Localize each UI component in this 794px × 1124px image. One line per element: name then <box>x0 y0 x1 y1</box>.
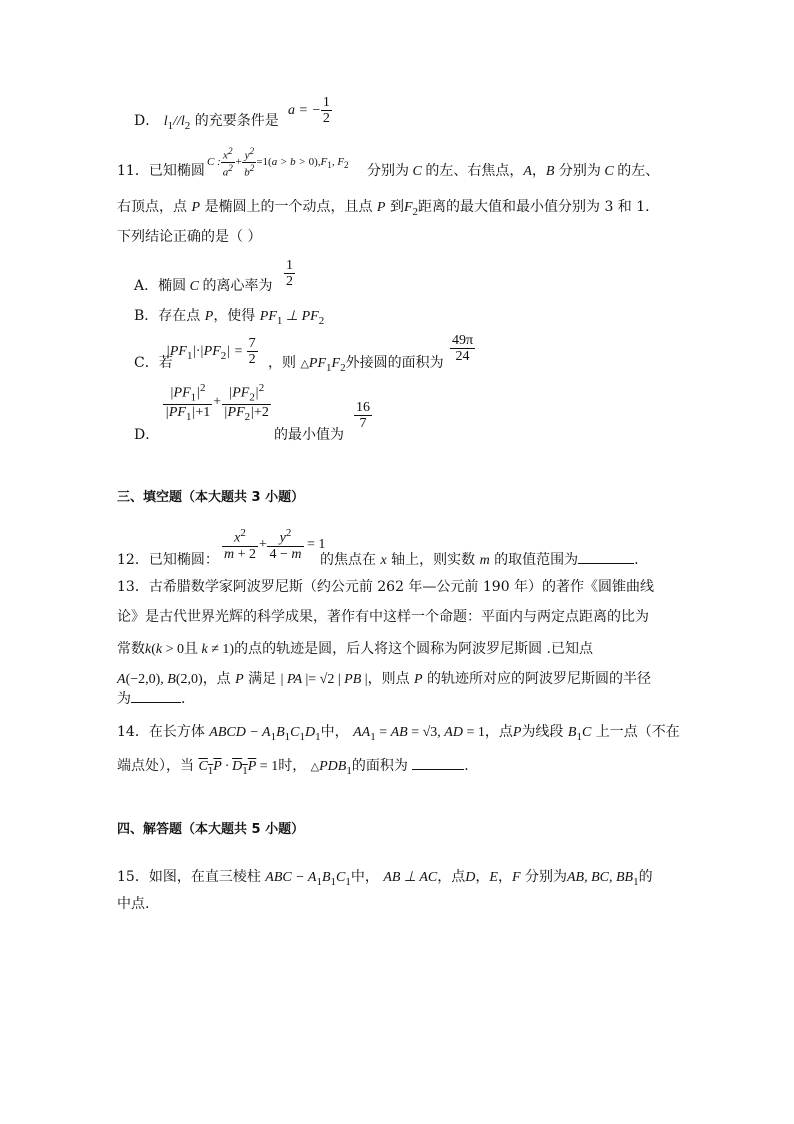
math-49pi-over-24: $\frac{49\pi}{24}$ <box>452 333 474 365</box>
option-text: 的最小值为 <box>274 427 344 443</box>
math-m: m <box>479 553 490 568</box>
text: 的面积为 <box>351 758 408 774</box>
math-one-half: $\frac{1}{2}$ <box>286 258 293 290</box>
math-c: C <box>409 164 426 179</box>
q11-line1 <box>117 160 205 180</box>
text: 端点处），当 <box>117 758 194 774</box>
section-title: 三、填空题（本大题共 3 小题） <box>117 490 305 505</box>
text: 下列结论正确的是（ ） <box>117 229 262 245</box>
math-x: x <box>380 553 387 568</box>
text: . <box>464 758 469 774</box>
math-c2: C <box>600 164 618 179</box>
text: 到 <box>389 199 404 215</box>
math-f: F <box>511 870 521 885</box>
text: 分别为 <box>558 163 601 179</box>
option-text: 外接圆的面积为 <box>345 355 444 371</box>
math-ab-perp-ac: AB ⊥ AC <box>383 870 438 885</box>
text: 中点. <box>117 896 150 912</box>
math-triangle-pdb1: $\triangle PDB_1$ <box>310 759 352 777</box>
q11-line1-rest: 分别为 C 的左、右焦点，A，B 分别为 C 的左、 <box>367 163 660 179</box>
answer-blank[interactable] <box>578 562 634 564</box>
text: 的焦点在 <box>320 552 376 568</box>
option-label: D． <box>134 113 160 129</box>
math-p2: P <box>376 200 386 215</box>
question-number: 14．在长方体 <box>117 724 205 740</box>
math-k-not-one: k ≠ 1) <box>198 642 235 657</box>
text: 右顶点，点 <box>117 199 187 215</box>
text: 的左、 <box>617 163 660 179</box>
math-fraction-sum: $\frac{|PF_1|^2}{|PF_1|+1}$ + $\frac{|PF_2|^2}{|PF_2|+2}$ <box>165 382 269 423</box>
answer-blank[interactable] <box>412 768 464 770</box>
text: 上一点（不在 <box>595 724 680 740</box>
math-b: B <box>545 164 555 179</box>
section-title: 四、解答题（本大题共 5 小题） <box>117 822 305 837</box>
text: 论》是古代世界光辉的科学成果，著作有中这样一个命题：平面内与两定点距离的比为 <box>117 609 649 625</box>
q15-line1 <box>117 866 653 888</box>
math-p: P <box>191 200 201 215</box>
q15-line2 <box>117 893 149 913</box>
math-pf1-perp-pf2: $PF_1$ ⊥ $PF_2$ <box>259 309 325 327</box>
math-ellipse-equation: C : $\frac{x^2}{a^2}$ + $\frac{y^2}{b^2}$ $=1(a > b > 0),F_1$, $F_2$ <box>207 146 349 179</box>
text: 距离的最大值和最小值分别为 3 和 1. <box>418 199 650 215</box>
text: 的左、右焦点， <box>425 163 524 179</box>
text: ，则点 <box>367 671 410 687</box>
text: 分别为 <box>367 163 409 179</box>
math-k-positive: k(k > 0 <box>145 642 185 657</box>
q11-option-b <box>134 305 324 327</box>
option-label: D． <box>134 427 160 443</box>
math-a-b: A <box>523 164 532 179</box>
q13-line1 <box>117 576 654 596</box>
q11-option-a <box>134 275 272 295</box>
q13-line4 <box>117 668 651 688</box>
math-cuboid: ABCD − $A_1B_1C_1D_1$ <box>209 725 321 743</box>
math-a-equals-neg-half: a = − $\frac{1}{2}$ <box>288 95 330 127</box>
option-text: ，则 <box>268 355 296 371</box>
q11-option-d <box>134 424 159 444</box>
answer-blank[interactable] <box>131 701 181 703</box>
math-midpoint-segments: AB, BC, $BB_1$ <box>566 870 639 888</box>
text: 13．古希腊数学家阿波罗尼斯（约公元前 262 年—公元前 190 年）的著作《圆锥曲线 <box>117 579 655 595</box>
q11-option-c-rest <box>268 352 444 374</box>
math-16-over-7: $\frac{16}{7}$ <box>356 400 370 432</box>
option-label: A．椭圆 <box>134 278 187 294</box>
option-text: 的离心率为 <box>202 278 273 294</box>
option-text: 的充要条件是 <box>194 113 279 129</box>
math-lengths: $AA_1$ = AB = √3, AD = 1 <box>353 725 485 743</box>
text: . <box>634 552 639 568</box>
text: ， <box>497 869 512 885</box>
text: 是椭圆上的一个动点，且点 <box>204 199 373 215</box>
text: 的点的轨迹是圆，后人将这个圆称为阿波罗尼斯圆 .已知点 <box>234 641 593 657</box>
text: ，点 <box>484 724 513 740</box>
question-number: 11．已知椭圆 <box>117 163 205 179</box>
q11-line2 <box>117 196 650 218</box>
math-f2: $F_2$ <box>403 200 418 218</box>
question-number: 12．已知椭圆： <box>117 552 219 568</box>
section-4-heading <box>117 818 304 837</box>
text: 中， <box>350 869 379 885</box>
q11-option-d-rest <box>274 424 344 444</box>
math-b1c: $B_1C$ <box>567 725 592 743</box>
math-e: E <box>489 870 498 885</box>
text: ， <box>475 869 490 885</box>
math-pa-sqrt2-pb: | PA |= √2 | PB | <box>280 672 368 687</box>
text: 且 <box>184 641 199 657</box>
text: 的取值范围为 <box>494 552 579 568</box>
option-text: ，使得 <box>213 308 256 324</box>
math-dot-product: $C_1P \cdot D_1P = 1$ <box>198 759 279 777</box>
math-c: C <box>186 279 203 294</box>
text: 时， <box>278 758 307 774</box>
math-d: D <box>465 870 476 885</box>
math-p: P <box>235 672 244 687</box>
math-p: P <box>204 309 214 324</box>
text: 的轨迹所对应的阿波罗尼斯圆的半径 <box>427 671 652 687</box>
math-q12-ellipse: $\frac{x^2}{m + 2}$ + $\frac{y^2}{4 - m}$ = 1 <box>224 527 326 563</box>
text: ，点 <box>437 869 466 885</box>
section-3-heading <box>117 486 304 505</box>
text: 轴上，则实数 <box>391 552 476 568</box>
q12-line-rest <box>320 549 639 569</box>
option-label: C．若 <box>134 355 173 371</box>
question-number: 15．如图，在直三棱柱 <box>117 869 261 885</box>
text: 中， <box>320 724 349 740</box>
text: 满足 <box>248 671 277 687</box>
text: 的 <box>638 869 653 885</box>
q13-line3 <box>117 638 593 658</box>
text: ，点 <box>202 671 231 687</box>
math-product-pf: $|PF_1|\cdot|PF_2|$ = $\frac{7}{2}$ <box>166 336 256 368</box>
math-p: P <box>512 725 522 740</box>
text: . <box>181 691 186 707</box>
text: 为线段 <box>521 724 564 740</box>
q10-option-d <box>134 110 279 132</box>
q13-line5 <box>117 688 185 708</box>
q13-line2 <box>117 606 649 626</box>
text: 为 <box>117 691 131 707</box>
math-triangle-pf1f2: $\triangle PF_1F_2$ <box>300 356 346 374</box>
q12-line <box>117 549 219 569</box>
q14-line1 <box>117 721 680 743</box>
text: 分别为 <box>524 869 567 885</box>
text: 常数 <box>117 641 145 657</box>
math-points-a-b: A(−2,0), B(2,0) <box>117 672 203 687</box>
math-prism: ABC − $A_1B_1C_1$ <box>265 870 351 888</box>
q14-line2 <box>117 755 469 777</box>
math-l1-parallel-l2: $l_1//l_2$ <box>163 114 191 132</box>
math-p2: P <box>414 672 423 687</box>
option-label: B．存在点 <box>134 308 201 324</box>
q11-line3 <box>117 226 261 246</box>
